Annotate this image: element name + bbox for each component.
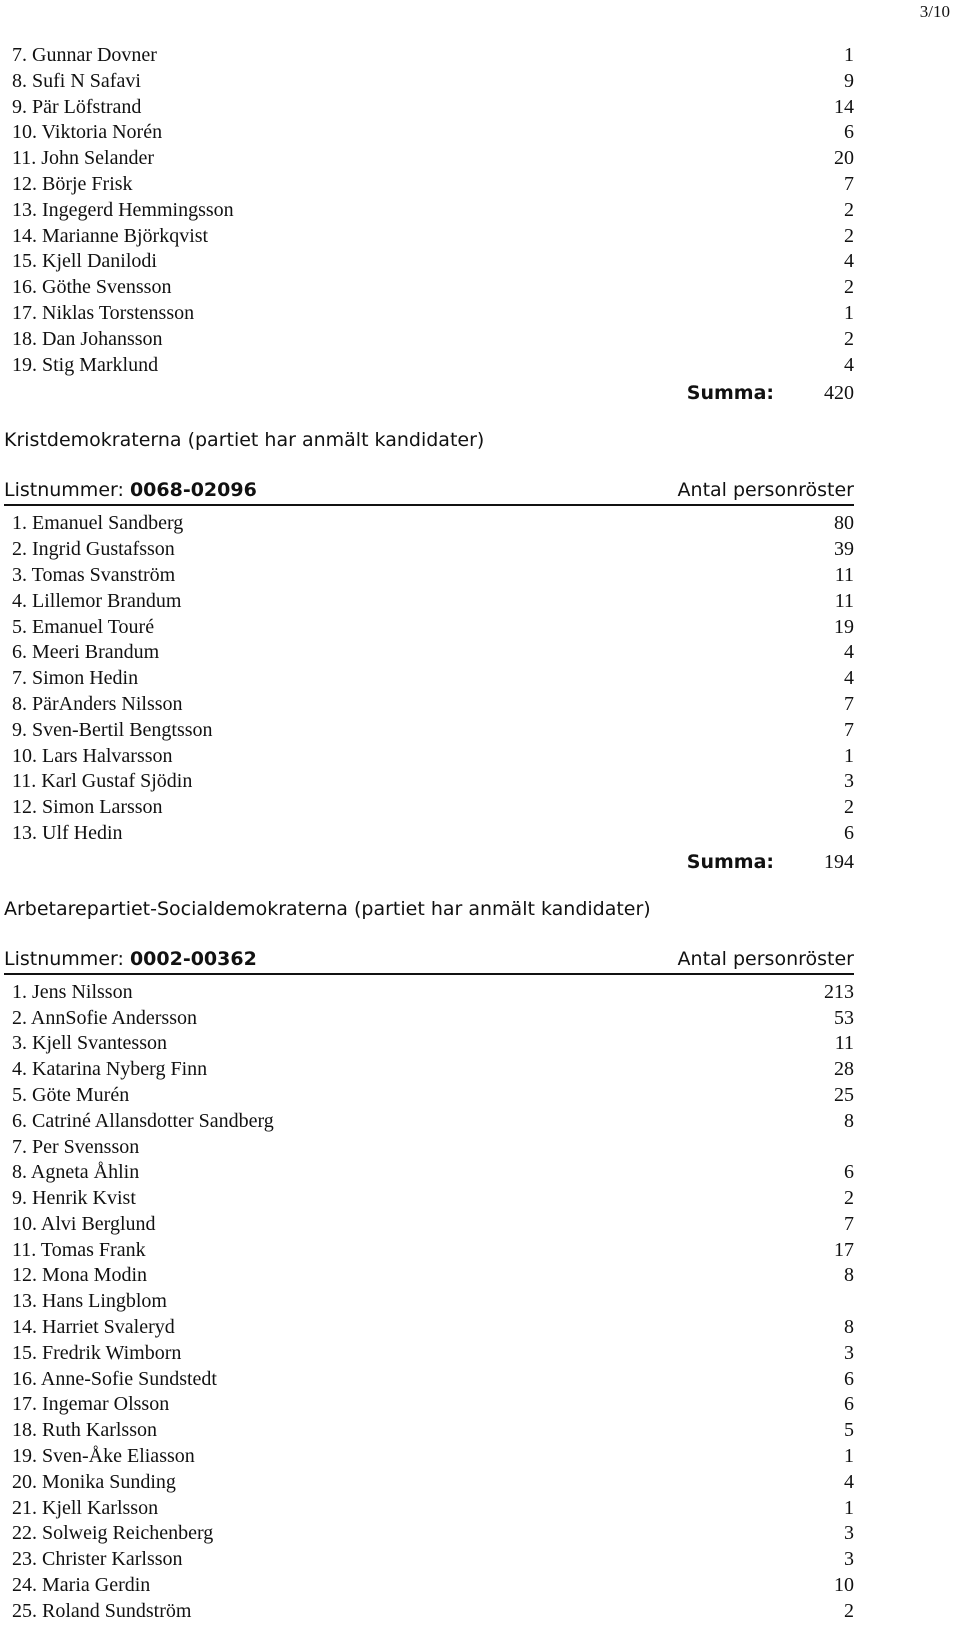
candidate-name: 15. Fredrik Wimborn xyxy=(12,1341,182,1364)
candidate-name: 3. Kjell Svantesson xyxy=(12,1032,167,1055)
candidate-row xyxy=(4,1006,854,1032)
candidate-votes: 1 xyxy=(844,1496,854,1519)
candidate-votes: 4 xyxy=(844,667,854,690)
candidate-name: 24. Maria Gerdin xyxy=(12,1574,151,1597)
candidate-votes: 9 xyxy=(844,69,854,92)
candidate-row xyxy=(4,1315,854,1341)
candidate-name: 4. Lillemor Brandum xyxy=(12,589,182,612)
candidate-name: 19. Sven-Åke Eliasson xyxy=(12,1445,195,1468)
candidate-row xyxy=(4,511,854,537)
candidate-row xyxy=(4,43,854,69)
candidate-name: 12. Börje Frisk xyxy=(12,172,133,195)
candidate-votes: 25 xyxy=(834,1083,854,1106)
candidate-votes: 11 xyxy=(834,1032,854,1055)
candidate-votes: 4 xyxy=(844,250,854,273)
candidate-votes: 4 xyxy=(844,641,854,664)
candidate-name: 1. Jens Nilsson xyxy=(12,980,133,1003)
candidate-list-continued xyxy=(4,43,854,407)
candidate-row xyxy=(4,795,854,821)
candidate-name: 11. Tomas Frank xyxy=(12,1238,146,1261)
document-content xyxy=(4,43,854,1625)
candidate-votes: 6 xyxy=(844,1161,854,1184)
candidate-row xyxy=(4,1573,854,1599)
list-number-group xyxy=(4,477,257,504)
candidate-row xyxy=(4,353,854,379)
candidate-name: 3. Tomas Svanström xyxy=(12,563,176,586)
candidate-votes: 20 xyxy=(834,147,854,170)
candidate-row xyxy=(4,666,854,692)
candidate-name: 16. Anne-Sofie Sundstedt xyxy=(12,1367,217,1390)
candidate-name: 12. Simon Larsson xyxy=(12,796,163,819)
candidate-name: 14. Harriet Svaleryd xyxy=(12,1316,175,1339)
candidate-row xyxy=(4,1057,854,1083)
candidate-votes: 7 xyxy=(844,692,854,715)
candidate-name: 9. Henrik Kvist xyxy=(12,1187,136,1210)
candidate-votes: 6 xyxy=(844,1367,854,1390)
sum-value: 194 xyxy=(824,850,854,873)
candidate-row xyxy=(4,589,854,615)
candidate-votes: 8 xyxy=(844,1264,854,1287)
party-title: Arbetarepartiet-Socialdemokraterna (partiet har anmält kandidater) xyxy=(4,897,651,920)
candidate-name: 12. Mona Modin xyxy=(12,1264,147,1287)
candidate-name: 16. Göthe Svensson xyxy=(12,276,172,299)
party-section-socialdemokraterna xyxy=(4,896,854,1625)
candidate-row xyxy=(4,120,854,146)
candidate-row xyxy=(4,327,854,353)
candidate-name: 7. Per Svensson xyxy=(12,1135,140,1158)
candidate-name: 6. Meeri Brandum xyxy=(12,641,160,664)
candidate-row xyxy=(4,1289,854,1315)
candidate-name: 10. Lars Halvarsson xyxy=(12,744,173,767)
candidate-name: 15. Kjell Danilodi xyxy=(12,250,157,273)
candidate-votes: 2 xyxy=(844,1187,854,1210)
candidate-votes: 28 xyxy=(834,1058,854,1081)
votes-column-header: Antal personröster xyxy=(677,947,854,970)
candidate-votes: 3 xyxy=(844,1548,854,1571)
list-number-label: Listnummer: xyxy=(4,479,124,502)
candidate-name: 13. Ulf Hedin xyxy=(12,821,123,844)
list-number-label: Listnummer: xyxy=(4,947,124,970)
candidate-votes: 14 xyxy=(834,95,854,118)
candidate-name: 1. Emanuel Sandberg xyxy=(12,512,184,535)
candidate-votes: 53 xyxy=(834,1006,854,1029)
candidate-name: 9. Sven-Bertil Bengtsson xyxy=(12,718,213,741)
candidate-row xyxy=(4,224,854,250)
candidate-votes: 11 xyxy=(834,589,854,612)
candidate-name: 4. Katarina Nyberg Finn xyxy=(12,1058,208,1081)
candidate-name: 23. Christer Karlsson xyxy=(12,1548,183,1571)
candidate-name: 8. PärAnders Nilsson xyxy=(12,692,183,715)
candidate-row xyxy=(4,769,854,795)
candidate-name: 11. John Selander xyxy=(12,147,155,170)
candidate-votes: 2 xyxy=(844,276,854,299)
candidate-row xyxy=(4,1444,854,1470)
candidate-row xyxy=(4,1470,854,1496)
candidate-name: 11. Karl Gustaf Sjödin xyxy=(12,770,193,793)
candidate-name: 13. Ingegerd Hemmingsson xyxy=(12,198,234,221)
candidate-row xyxy=(4,1392,854,1418)
sum-row xyxy=(4,380,854,407)
candidate-row xyxy=(4,1031,854,1057)
candidate-votes: 3 xyxy=(844,1341,854,1364)
candidate-votes: 6 xyxy=(844,821,854,844)
candidate-row xyxy=(4,146,854,172)
candidate-name: 21. Kjell Karlsson xyxy=(12,1496,159,1519)
candidate-votes: 10 xyxy=(834,1574,854,1597)
candidate-votes: 7 xyxy=(844,718,854,741)
candidate-votes: 4 xyxy=(844,1470,854,1493)
candidate-name: 2. AnnSofie Andersson xyxy=(12,1006,197,1029)
candidate-row xyxy=(4,1109,854,1135)
candidate-name: 6. Catriné Allansdotter Sandberg xyxy=(12,1109,274,1132)
candidate-name: 19. Stig Marklund xyxy=(12,353,159,376)
candidate-votes: 6 xyxy=(844,121,854,144)
candidate-votes: 213 xyxy=(824,980,854,1003)
candidate-name: 13. Hans Lingblom xyxy=(12,1290,167,1313)
party-section-kristdemokraterna xyxy=(4,427,854,875)
votes-column-header: Antal personröster xyxy=(677,479,854,502)
list-header xyxy=(4,477,854,506)
candidate-name: 2. Ingrid Gustafsson xyxy=(12,538,175,561)
candidate-votes: 2 xyxy=(844,224,854,247)
candidate-name: 14. Marianne Björkqvist xyxy=(12,224,209,247)
sum-label: Summa: xyxy=(686,382,774,405)
candidate-votes: 80 xyxy=(834,512,854,535)
list-number: 0068-02096 xyxy=(129,479,257,502)
candidate-votes: 17 xyxy=(834,1238,854,1261)
sum-row xyxy=(4,849,854,876)
candidate-votes: 2 xyxy=(844,327,854,350)
sum-value: 420 xyxy=(824,382,854,405)
sum-label: Summa: xyxy=(686,850,774,873)
candidate-row xyxy=(4,275,854,301)
candidate-row xyxy=(4,1547,854,1573)
candidate-row xyxy=(4,980,854,1006)
candidate-row xyxy=(4,95,854,121)
candidate-votes: 2 xyxy=(844,796,854,819)
candidate-votes: 5 xyxy=(844,1419,854,1442)
candidate-row xyxy=(4,69,854,95)
candidate-row xyxy=(4,172,854,198)
candidate-row xyxy=(4,1135,854,1161)
candidate-row xyxy=(4,692,854,718)
candidate-row xyxy=(4,198,854,224)
candidate-votes: 8 xyxy=(844,1316,854,1339)
candidate-votes: 6 xyxy=(844,1393,854,1416)
candidate-name: 18. Dan Johansson xyxy=(12,327,163,350)
candidate-name: 20. Monika Sunding xyxy=(12,1470,176,1493)
candidate-name: 7. Simon Hedin xyxy=(12,667,139,690)
candidate-name: 10. Alvi Berglund xyxy=(12,1212,156,1235)
candidate-name: 17. Ingemar Olsson xyxy=(12,1393,170,1416)
candidate-votes: 7 xyxy=(844,1212,854,1235)
candidate-name: 10. Viktoria Norén xyxy=(12,121,163,144)
candidate-votes: 2 xyxy=(844,1599,854,1622)
candidate-votes: 4 xyxy=(844,353,854,376)
list-number-group xyxy=(4,946,257,973)
candidate-row xyxy=(4,1521,854,1547)
candidate-row xyxy=(4,1263,854,1289)
candidate-row xyxy=(4,821,854,847)
candidate-row xyxy=(4,563,854,589)
candidate-name: 8. Agneta Åhlin xyxy=(12,1161,140,1184)
candidate-votes: 1 xyxy=(844,744,854,767)
list-number: 0002-00362 xyxy=(129,947,257,970)
candidate-name: 8. Sufi N Safavi xyxy=(12,69,141,92)
candidate-row xyxy=(4,1341,854,1367)
candidate-row xyxy=(4,1238,854,1264)
candidate-name: 18. Ruth Karlsson xyxy=(12,1419,157,1442)
candidate-votes: 1 xyxy=(844,1445,854,1468)
candidate-votes: 7 xyxy=(844,172,854,195)
candidate-votes: 2 xyxy=(844,198,854,221)
list-header xyxy=(4,946,854,975)
candidate-row xyxy=(4,1599,854,1625)
party-title: Kristdemokraterna (partiet har anmält kandidater) xyxy=(4,429,485,452)
candidate-row xyxy=(4,1367,854,1393)
candidate-votes: 19 xyxy=(834,615,854,638)
candidate-row xyxy=(4,537,854,563)
candidate-row xyxy=(4,1083,854,1109)
candidate-row xyxy=(4,301,854,327)
candidate-row xyxy=(4,1496,854,1522)
candidate-row xyxy=(4,718,854,744)
candidate-row xyxy=(4,249,854,275)
candidate-row xyxy=(4,744,854,770)
candidate-name: 22. Solweig Reichenberg xyxy=(12,1522,214,1545)
candidate-votes: 1 xyxy=(844,44,854,66)
candidate-row xyxy=(4,1418,854,1444)
candidate-votes: 1 xyxy=(844,301,854,324)
candidate-votes: 3 xyxy=(844,770,854,793)
candidate-name: 25. Roland Sundström xyxy=(12,1599,192,1622)
candidate-name: 17. Niklas Torstensson xyxy=(12,301,195,324)
candidate-votes: 39 xyxy=(834,538,854,561)
candidate-name: 5. Emanuel Touré xyxy=(12,615,155,638)
candidate-row xyxy=(4,640,854,666)
candidate-name: 7. Gunnar Dovner xyxy=(12,44,157,66)
candidate-row xyxy=(4,1186,854,1212)
candidate-votes: 3 xyxy=(844,1522,854,1545)
candidate-votes: 8 xyxy=(844,1109,854,1132)
candidate-row xyxy=(4,1160,854,1186)
candidate-row xyxy=(4,1212,854,1238)
candidate-name: 9. Pär Löfstrand xyxy=(12,95,142,118)
candidate-name: 5. Göte Murén xyxy=(12,1083,130,1106)
candidate-votes: 11 xyxy=(834,563,854,586)
candidate-row xyxy=(4,615,854,641)
page-number: 3/10 xyxy=(919,2,950,21)
